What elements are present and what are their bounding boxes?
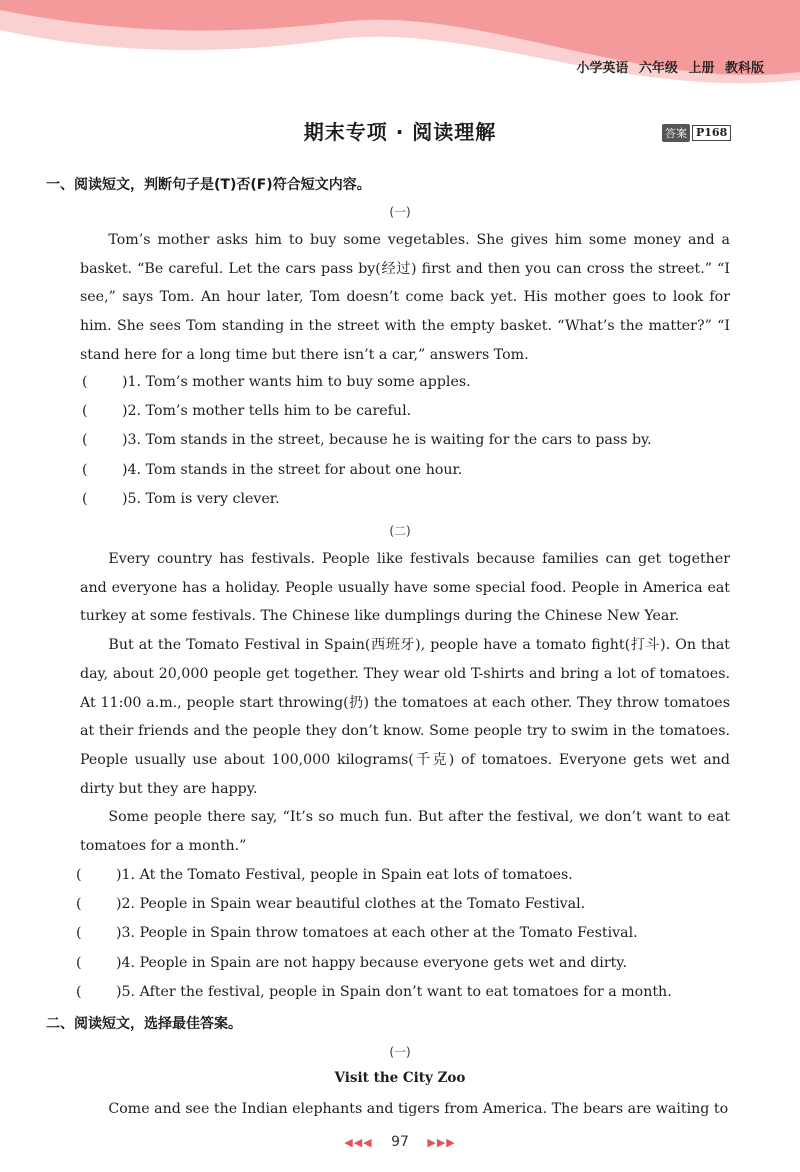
section2-heading: 二、阅读短文，选择最佳答案。 (46, 1016, 242, 1032)
passage-3 (80, 1095, 730, 1124)
answer-blank[interactable] (82, 485, 122, 514)
answer-blank[interactable] (82, 368, 122, 397)
question-list-2 (76, 861, 672, 1007)
question-item: ()5. After the festival, people in Spain don’t want to eat tomatoes for a month. (76, 978, 672, 1007)
passage-title: Visit the City Zoo (334, 1070, 466, 1086)
answer-blank[interactable] (76, 890, 116, 919)
book-info (576, 57, 764, 76)
section1-heading: 一、阅读短文，判断句子是(T)否(F)符合短文内容。 (46, 177, 371, 193)
page-title: 期末专项 · 阅读理解 (303, 120, 497, 144)
answer-page: P168 (692, 125, 731, 141)
question-item: ()2. People in Spain wear beautiful clothes at the Tomato Festival. (76, 890, 672, 919)
question-item: ()3. People in Spain throw tomatoes at each other at the Tomato Festival. (76, 919, 672, 948)
passage-paragraph: But at the Tomato Festival in Spain(西班牙), people have a tomato fight(打斗). On that day, about 20,000 people get together. They wear old T-shirts and bring a lot of tomatoes. At 11:00 a.m., people start throwing(扔) the tomatoes at each other. They throw tomatoes at their friends and the people they don’t know. Some people try to swim in the tomatoes. People usually use about 100,000 kilograms(千克) of tomatoes. Everyone gets wet and dirty but they are happy. (80, 637, 730, 797)
answer-blank[interactable] (82, 397, 122, 426)
question-item: ()4. Tom stands in the street for about one hour. (82, 456, 652, 485)
page-number: 97 (391, 1134, 409, 1150)
passage-paragraph: Every country has festivals. People like festivals because families can get together and everyone has a holiday. People usually have some special food. People in America eat turkey at some festivals. The Chinese like dumplings during the Chinese New Year. (80, 551, 730, 625)
passage-paragraph: Tom’s mother asks him to buy some vegetables. She gives him some money and a basket. “Be careful. Let the cars pass by(经过) first and then you can cross the street.” “I see,” says Tom. An hour later, Tom doesn’t come back yet. His mother goes to look for him. She sees Tom standing in the street with the empty basket. “What’s the matter?” “I stand here for a long time but there isn’t a car,” answers Tom. (80, 232, 730, 363)
passage-paragraph: Come and see the Indian elephants and tigers from America. The bears are waiting to (108, 1101, 729, 1117)
question-item: ()5. Tom is very clever. (82, 485, 652, 514)
question-item: ()3. Tom stands in the street, because he is waiting for the cars to pass by. (82, 426, 652, 455)
edition-label: 教科版 (724, 61, 764, 76)
section1-part1-label: (一) (389, 205, 411, 219)
subject-label: 小学英语 (576, 61, 629, 76)
question-item: ()4. People in Spain are not happy because everyone gets wet and dirty. (76, 949, 672, 978)
question-item: ()2. Tom’s mother tells him to be careful. (82, 397, 652, 426)
passage-paragraph: Some people there say, “It’s so much fun. But after the festival, we don’t want to eat tomatoes for a month.” (80, 809, 730, 855)
prev-arrows-icon: ◀◀◀ (344, 1136, 373, 1149)
header-wave-banner (0, 0, 800, 95)
section1-part2-label: (二) (389, 524, 411, 538)
answer-blank[interactable] (76, 919, 116, 948)
question-item: ()1. Tom’s mother wants him to buy some apples. (82, 368, 652, 397)
answer-blank[interactable] (76, 949, 116, 978)
passage-2 (80, 545, 730, 861)
answer-label: 答案 (662, 124, 690, 142)
next-arrows-icon: ▶▶▶ (427, 1136, 456, 1149)
answer-blank[interactable] (76, 978, 116, 1007)
page-footer (0, 1134, 800, 1150)
passage-1 (80, 226, 730, 370)
answer-blank[interactable] (82, 426, 122, 455)
question-item: ()1. At the Tomato Festival, people in Spain eat lots of tomatoes. (76, 861, 672, 890)
volume-label: 上册 (688, 61, 715, 76)
answer-blank[interactable] (82, 456, 122, 485)
section2-part1-label: (一) (389, 1045, 411, 1059)
grade-label: 六年级 (638, 61, 678, 76)
answer-blank[interactable] (76, 861, 116, 890)
answer-reference (662, 124, 731, 142)
question-list-1 (82, 368, 652, 514)
